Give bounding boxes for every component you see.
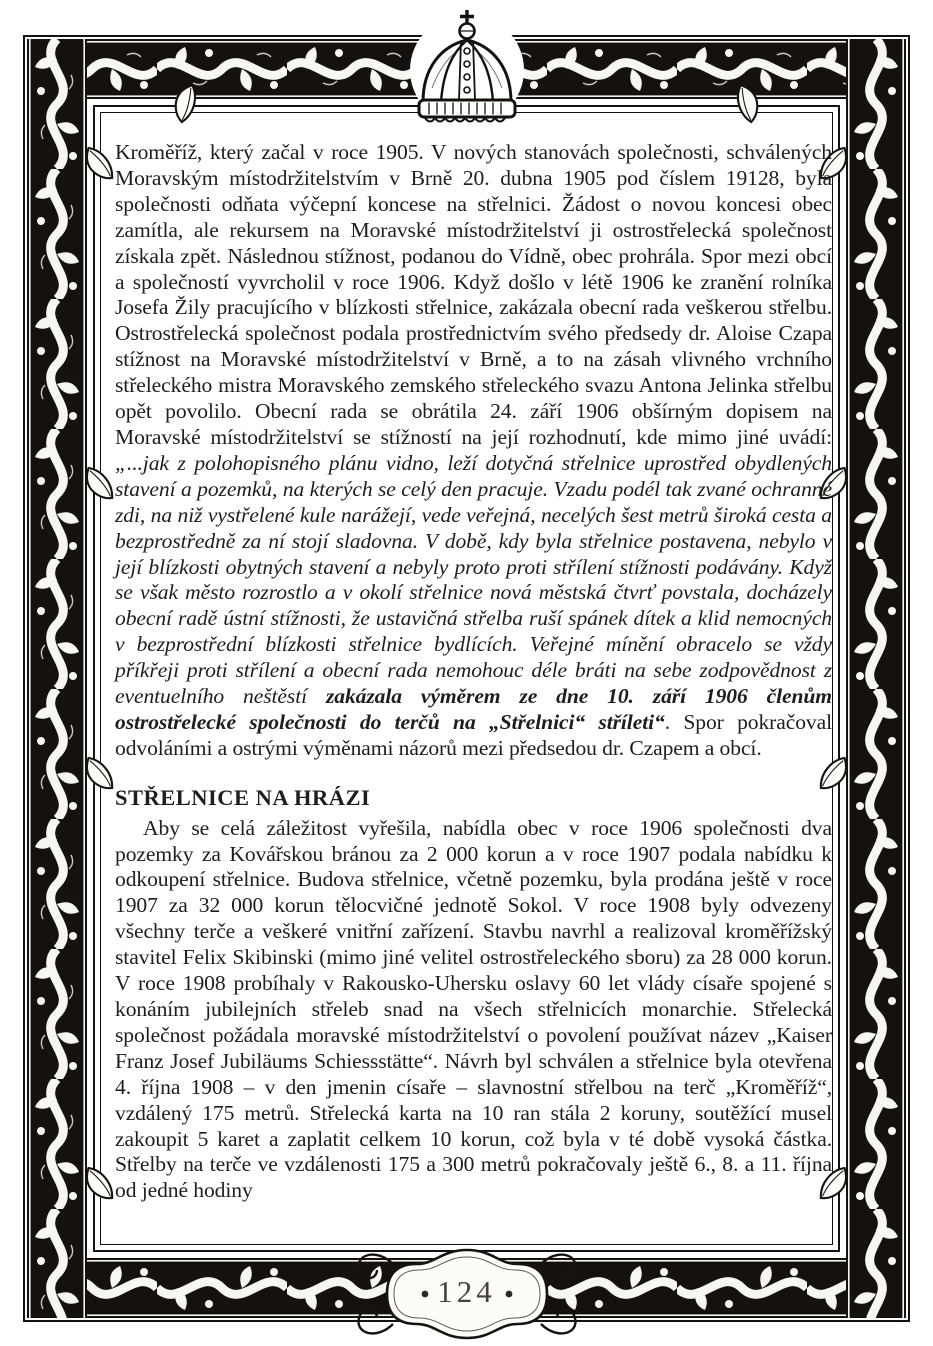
paragraph-2 (115, 816, 832, 1205)
ornamental-border-left (27, 39, 87, 1318)
section-heading: STŘELNICE NA HRÁZI (115, 784, 371, 810)
text-segment-bold-italic: zakázala výměrem ze dne 10. září 1906 členům ostrostřelecké společnosti do terčů na „Střelnici“ stříleti“ (115, 684, 832, 734)
text-segment-normal: Aby se celá záležitost vyřešila, nabídla obec v roce 1906 společnosti dva pozemky za Kovářskou bránou za 2 000 korun a v roce 1907 podala nabídku k odkoupení střelnice. Budova střelnice, včetně pozemku, byla prodána ještě v roce 1907 za 32 000 korun tělocvičné jednotě Sokol. V roce 1908 byly odvezeny všechny terče a veškeré vnitřní zařízení. Stavbu navrhl a realizoval kroměřížský stavitel Felix Skibinski (mimo jiné velitel ostrostřeleckého sboru) za 28 000 korun. V roce 1908 probíhaly v Rakousko-Uhersku oslavy 60 let vlády císaře spojené s konáním jubilejních střeleb snad na všech střelnicích monarchie. Střelecká společnost požádala moravské místodržitelství o povolení používat název „Kaiser Franz Josef Jubiläums Schiessstätte“. Návrh byl schválen a střelnice byla otevřena 4. října 1908 – v den jmenin císaře – slavnostní střelbou na terč „Kroměříž“, vzdálený 175 metrů. Střelecká karta na 10 ran stála 2 koruny, soutěžící musel zakoupit 5 karet a zaplatit celkem 10 korun, což byla v té době vysoká částka. Střelby na terče ve vzdálenosti 175 a 300 metrů pokračovaly ještě 6., 8. a 11. října od jedné hodiny (115, 815, 832, 1203)
text-segment-normal: . Spor pokračoval odvoláními a ostrými výměnami názorů mezi předsedou dr. Czapem a obcí. (115, 709, 832, 760)
text-segment-normal: Kroměříž, který začal v roce 1905. V nových stanovách společnosti, schválených Moravským místodržitelstvím v Brně 20. dubna 1905 pod číslem 19128, byla společnosti odňata výčepní koncese na střelnici. Žádost o novou koncesi obec zamítla, ale rekursem na Moravské místodržitelství ji ostrostřelecká společnost získala zpět. Následnou stížnost, podanou do Vídně, obec prohrála. Spor mezi obcí a společností vyvrcholil v roce 1906. Když došlo v létě 1906 ke zranění rolníka Josefa Žily pracujícího v blízkosti střelnice, zakázala obecní rada veškerou střelbu. Ostrostřelecká společnost podala prostřednictvím svého předsedy dr. Aloise Czapa stížnost na Moravské místodržitelství v Brně, a to na zásah vlivného vrchního střeleckého mistra Moravského zemského střeleckého svazu Antona Jelinka střelbu opět povolilo. Obecní rada se obrátila 24. září 1906 obšírným dopisem na Moravské místodržitelství se stížností na její rozhodnutí, kde mimo jiné uvádí: (115, 140, 832, 449)
crown-icon (407, 6, 527, 128)
page-number: 124 (437, 1274, 496, 1309)
ornamental-border-right (846, 39, 906, 1318)
page-number-cartouche (347, 1244, 587, 1344)
paragraph-1 (115, 140, 832, 762)
text-segment-italic: „...jak z polohopisného plánu vidno, leží dotyčná střelnice uprostřed obydlených stavení a pozemků, na kterých se celý den pracuje. Vzadu podél tak zvané ochranné zdi, na niž vystřelené kule narážejí, vede veřejná, necelých šest metrů široká cesta a bezprostředně za ní stojí sladovna. V době, kdy byla střelnice postavena, nebylo v její blízkosti obytných stavení a nebyly proto proti střílení stížnosti podávány. Když se však město rozrostlo a v okolí střelnice nová městská čtvrť povstala, docházely obecní radě ústní stížnosti, že ustavičná střelba ruší spánek dítek a klid nemocných v bezprostřední blízkosti střelnice bydlících. Veřejné mínění obracelo se vždy příkřeji proti střílení a obecní rada nemohouc déle bráti na sebe zodpovědnost z eventuelního neštěstí (115, 450, 832, 709)
text-block (115, 140, 832, 1204)
